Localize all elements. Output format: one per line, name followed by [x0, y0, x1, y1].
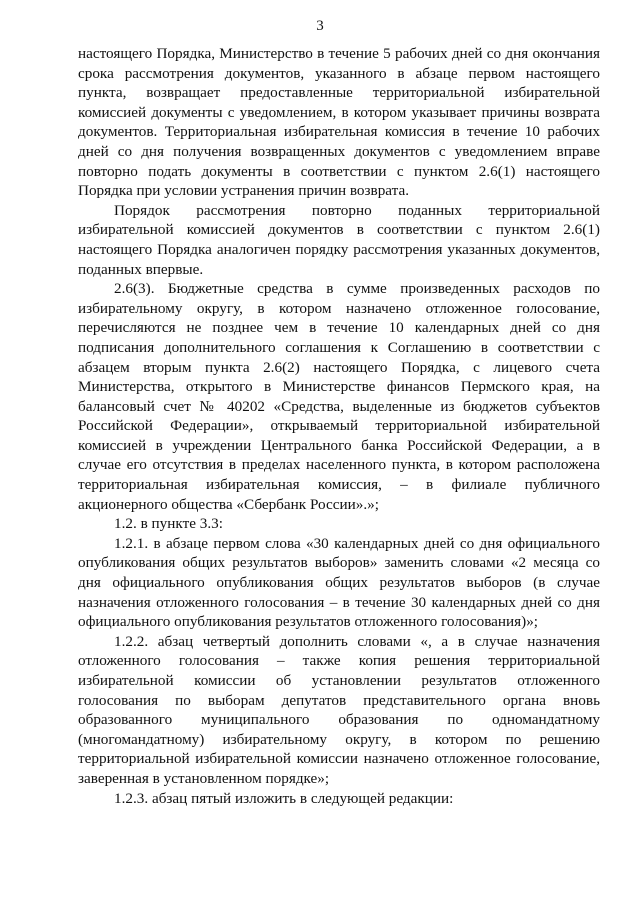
page-number: 3: [316, 18, 324, 34]
paragraph-item-1-2-1: 1.2.1. в абзаце первом слова «30 календарных дней со дня официального опубликования общих результатов выборов» заменить словами «2 месяца со дня официального опубликования общих результатов выборов (в случае назначения отложенного голосования – в течение 30 календарных дней со дня официального опубликования результатов отложенного голосования)»;: [78, 534, 600, 631]
paragraph-resubmission-order: Порядок рассмотрения повторно поданных территориальной избирательной комиссией документов в соответствии с пунктом 2.6(1) настоящего Порядка аналогичен порядку рассмотрения указанных документов, поданных впервые.: [78, 201, 600, 278]
paragraph-return-documents: настоящего Порядка, Министерство в течение 5 рабочих дней со дня окончания срока рассмотрения документов, указанного в абзаце первом настоящего пункта, возвращает предоставленные территориальной избирательной комиссией документы с уведомлением, в котором указывает причины возврата документов. Территориальная избирательная комиссия в течение 10 рабочих дней со дня получения возвращенных документов с уведомлением вправе повторно подать документы в соответствии с пунктом 2.6(1) настоящего Порядка при условии устранения причин возврата.: [78, 45, 600, 200]
paragraph-item-1-2-3: 1.2.3. абзац пятый изложить в следующей редакции:: [114, 789, 454, 807]
paragraph-budget-transfer: 2.6(3). Бюджетные средства в сумме произведенных расходов по избирательному округу, в котором назначено отложенное голосование, перечисляются не позднее чем в течение 10 календарных дней со дня подписания дополнительного соглашения к Соглашению в соответствии с абзацем вторым пункта 2.6(2) настоящего Порядка, с лицевого счета Министерства, открытого в Министерстве финансов Пермского края, на балансовый счет № 40202 «Средства, выделенные из бюджетов субъектов Российской Федерации», открываемый территориальной избирательной комиссией в учреждении Центрального банка Российской Федерации, а в случае его отсутствия в пределах населенного пункта, в котором расположена территориальная избирательная комиссия, – в филиале публичного акционерного общества «Сбербанк России».»;: [78, 280, 600, 513]
document-body: [78, 44, 600, 808]
paragraph-item-1-2-2: 1.2.2. абзац четвертый дополнить словами «, а в случае назначения отложенного голосования – также копия решения территориальной избирательной комиссии об установлении результатов отложенного голосования по выборам депутатов представительного органа вновь образованного муниципального образования по одномандатному (многомандатному) избирательному округу, в котором по решению территориальной избирательной комиссии назначено отложенное голосование, заверенная в установленном порядке»;: [78, 632, 600, 787]
paragraph-item-1-2: 1.2. в пункте 3.3:: [114, 515, 223, 533]
